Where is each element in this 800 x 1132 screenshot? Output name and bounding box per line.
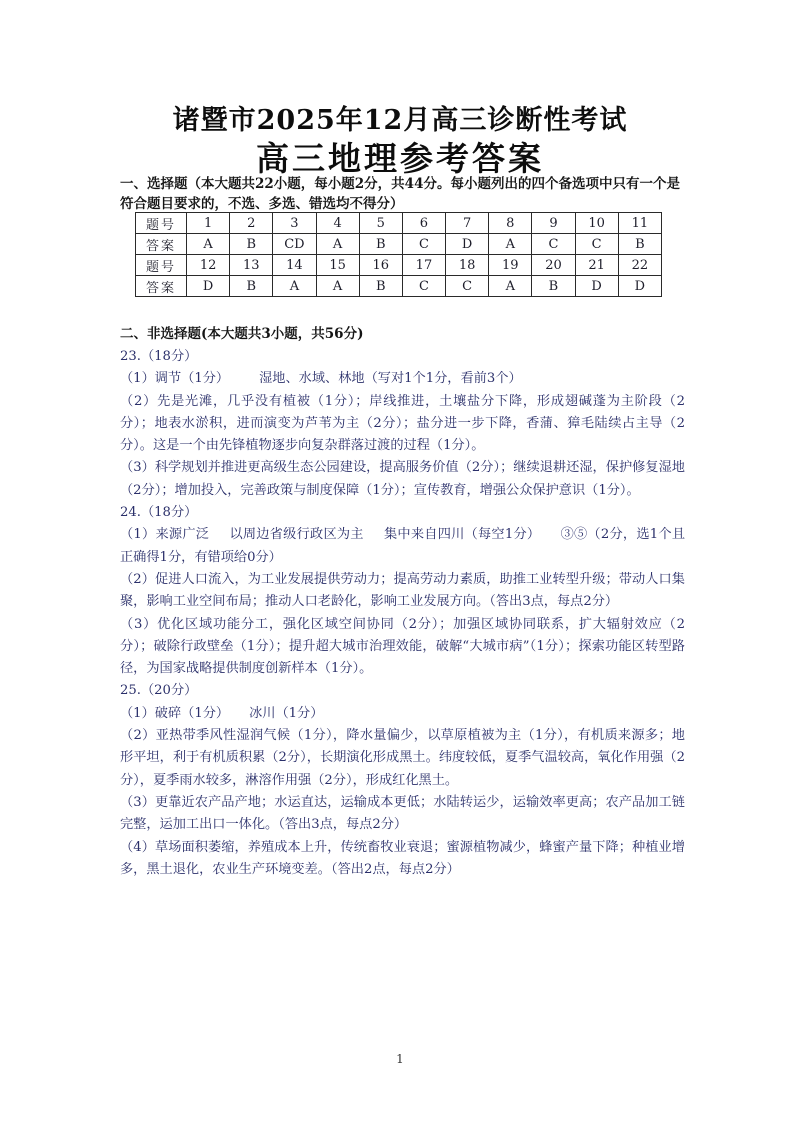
question-number: 8 xyxy=(489,213,532,234)
question-number: 2 xyxy=(230,213,273,234)
q24-part3: （3）优化区域功能分工，强化区域空间协同（2分）；加强区域协同联系，扩大辐射效应（2分）；破除行政壁垒（1分）；提升超大城市治理效能，破解“大城市病”（1分）；探索功能区转型路径，为国家战略提供制度创新样本（1分）。 xyxy=(120,616,685,677)
answer-cell: B xyxy=(359,276,402,297)
table-row xyxy=(136,255,662,276)
answer-table xyxy=(135,212,662,297)
q23-part1-a: （1）调节（1分） xyxy=(120,371,230,387)
q24-part1 xyxy=(120,524,685,569)
question-number: 17 xyxy=(402,255,445,276)
q25-part1-a: （1）破碎（1分） xyxy=(120,705,230,721)
question-number: 1 xyxy=(187,213,230,234)
answer-cell: A xyxy=(273,276,316,297)
question-number: 19 xyxy=(489,255,532,276)
page-number: 1 xyxy=(396,1052,404,1066)
answer-cell: C xyxy=(402,234,445,255)
question-number: 20 xyxy=(532,255,575,276)
free-response-answers xyxy=(120,346,685,881)
q25-title: 25.（20分） xyxy=(120,683,198,699)
q25-part1-b: 冰川（1分） xyxy=(249,705,324,721)
answer-cell: B xyxy=(230,276,273,297)
row-label: 题号 xyxy=(136,213,187,234)
answer-cell: B xyxy=(359,234,402,255)
answer-cell: CD xyxy=(273,234,316,255)
question-number: 12 xyxy=(187,255,230,276)
question-number: 14 xyxy=(273,255,316,276)
question-number: 10 xyxy=(575,213,618,234)
answer-cell: B xyxy=(532,276,575,297)
q25-part4: （4）草场面积萎缩，养殖成本上升，传统畜牧业衰退；蜜源植物减少，蜂蜜产量下降；种植业增多，黑土退化，农业生产环境变差。（答出2点，每点2分） xyxy=(120,839,685,877)
exam-title: 诸暨市2025年12月高三诊断性考试 xyxy=(172,105,628,136)
q24-part1-d: ③⑤（2分，选1个且正确得1分，有错项给0分） xyxy=(120,527,686,565)
question-number: 18 xyxy=(446,255,489,276)
answer-cell: C xyxy=(532,234,575,255)
q23-part2: （2）先是光滩，几乎没有植被（1分）；岸线推进，土壤盐分下降，形成翅碱蓬为主阶段（2分）；地表水淤积，进而演变为芦苇为主（2分）；盐分进一步下降，香蒲、獐毛陆续占主导（2分）。这是一个由先锋植物逐步向复杂群落过渡的过程（1分）。 xyxy=(120,393,685,454)
section2-heading: 二、非选择题(本大题共3小题，共56分) xyxy=(120,326,364,342)
answer-cell: D xyxy=(618,276,661,297)
answer-cell: D xyxy=(446,234,489,255)
q24-part1-a: （1）来源广泛 xyxy=(120,527,210,543)
question-number: 11 xyxy=(618,213,661,234)
q25-part1 xyxy=(120,703,685,725)
row-label: 题号 xyxy=(136,255,187,276)
question-number: 5 xyxy=(359,213,402,234)
row-label: 答案 xyxy=(136,234,187,255)
q23-part1-b: 湿地、水域、林地（写对1个1分，看前3个） xyxy=(259,371,522,387)
q24-title: 24.（18分） xyxy=(120,505,198,521)
answer-cell: B xyxy=(618,234,661,255)
q23-part3: （3）科学规划并推进更高级生态公园建设，提高服务价值（2分）；继续退耕还湿，保护修复湿地（2分）；增加投入，完善政策与制度保障（1分）；宣传教育，增强公众保护意识（1分）。 xyxy=(120,460,685,498)
question-number: 6 xyxy=(402,213,445,234)
answer-cell: B xyxy=(230,234,273,255)
question-number: 21 xyxy=(575,255,618,276)
q24-part2: （2）促进人口流入，为工业发展提供劳动力；提高劳动力素质，助推工业转型升级；带动人口集聚，影响工业空间布局；推动人口老龄化，影响工业发展方向。（答出3点，每点2分） xyxy=(120,571,685,610)
q23-part1 xyxy=(120,368,685,390)
answer-cell: A xyxy=(489,234,532,255)
q25-part2: （2）亚热带季风性湿润气候（1分），降水量偏少，以草原植被为主（1分），有机质来源多；地形平坦，利于有机质积累（2分），长期演化形成黑土。纬度较低，夏季气温较高，氧化作用强（2分），夏季雨水较多，淋溶作用强（2分），形成红化黑土。 xyxy=(120,728,685,788)
question-number: 22 xyxy=(618,255,661,276)
row-label: 答案 xyxy=(136,276,187,297)
question-number: 15 xyxy=(316,255,359,276)
q24-part1-b: 以周边省级行政区为主 xyxy=(229,527,364,543)
question-number: 7 xyxy=(446,213,489,234)
question-number: 4 xyxy=(316,213,359,234)
table-row xyxy=(136,213,662,234)
question-number: 16 xyxy=(359,255,402,276)
table-row xyxy=(136,276,662,297)
answer-cell: D xyxy=(575,276,618,297)
table-row xyxy=(136,234,662,255)
question-number: 3 xyxy=(273,213,316,234)
answer-cell: A xyxy=(316,234,359,255)
section1-heading: 一、选择题（本大题共22小题，每小题2分，共44分。每小题列出的四个备选项中只有一个是符合题目要求的，不选、多选、错选均不得分） xyxy=(120,176,680,212)
answer-cell: C xyxy=(446,276,489,297)
q25-part3: （3）更靠近农产品产地；水运直达，运输成本更低；水陆转运少，运输效率更高；农产品加工链完整，运加工出口一体化。（答出3点，每点2分） xyxy=(120,794,685,833)
question-number: 9 xyxy=(532,213,575,234)
answer-cell: A xyxy=(187,234,230,255)
answer-cell: C xyxy=(402,276,445,297)
q23-title: 23.（18分） xyxy=(120,349,198,364)
answer-cell: D xyxy=(187,276,230,297)
question-number: 13 xyxy=(230,255,273,276)
answer-cell: A xyxy=(316,276,359,297)
q24-part1-c: 集中来自四川（每空1分） xyxy=(383,527,541,543)
answer-cell: C xyxy=(575,234,618,255)
answer-key-title: 高三地理参考答案 xyxy=(256,139,544,178)
answer-cell: A xyxy=(489,276,532,297)
